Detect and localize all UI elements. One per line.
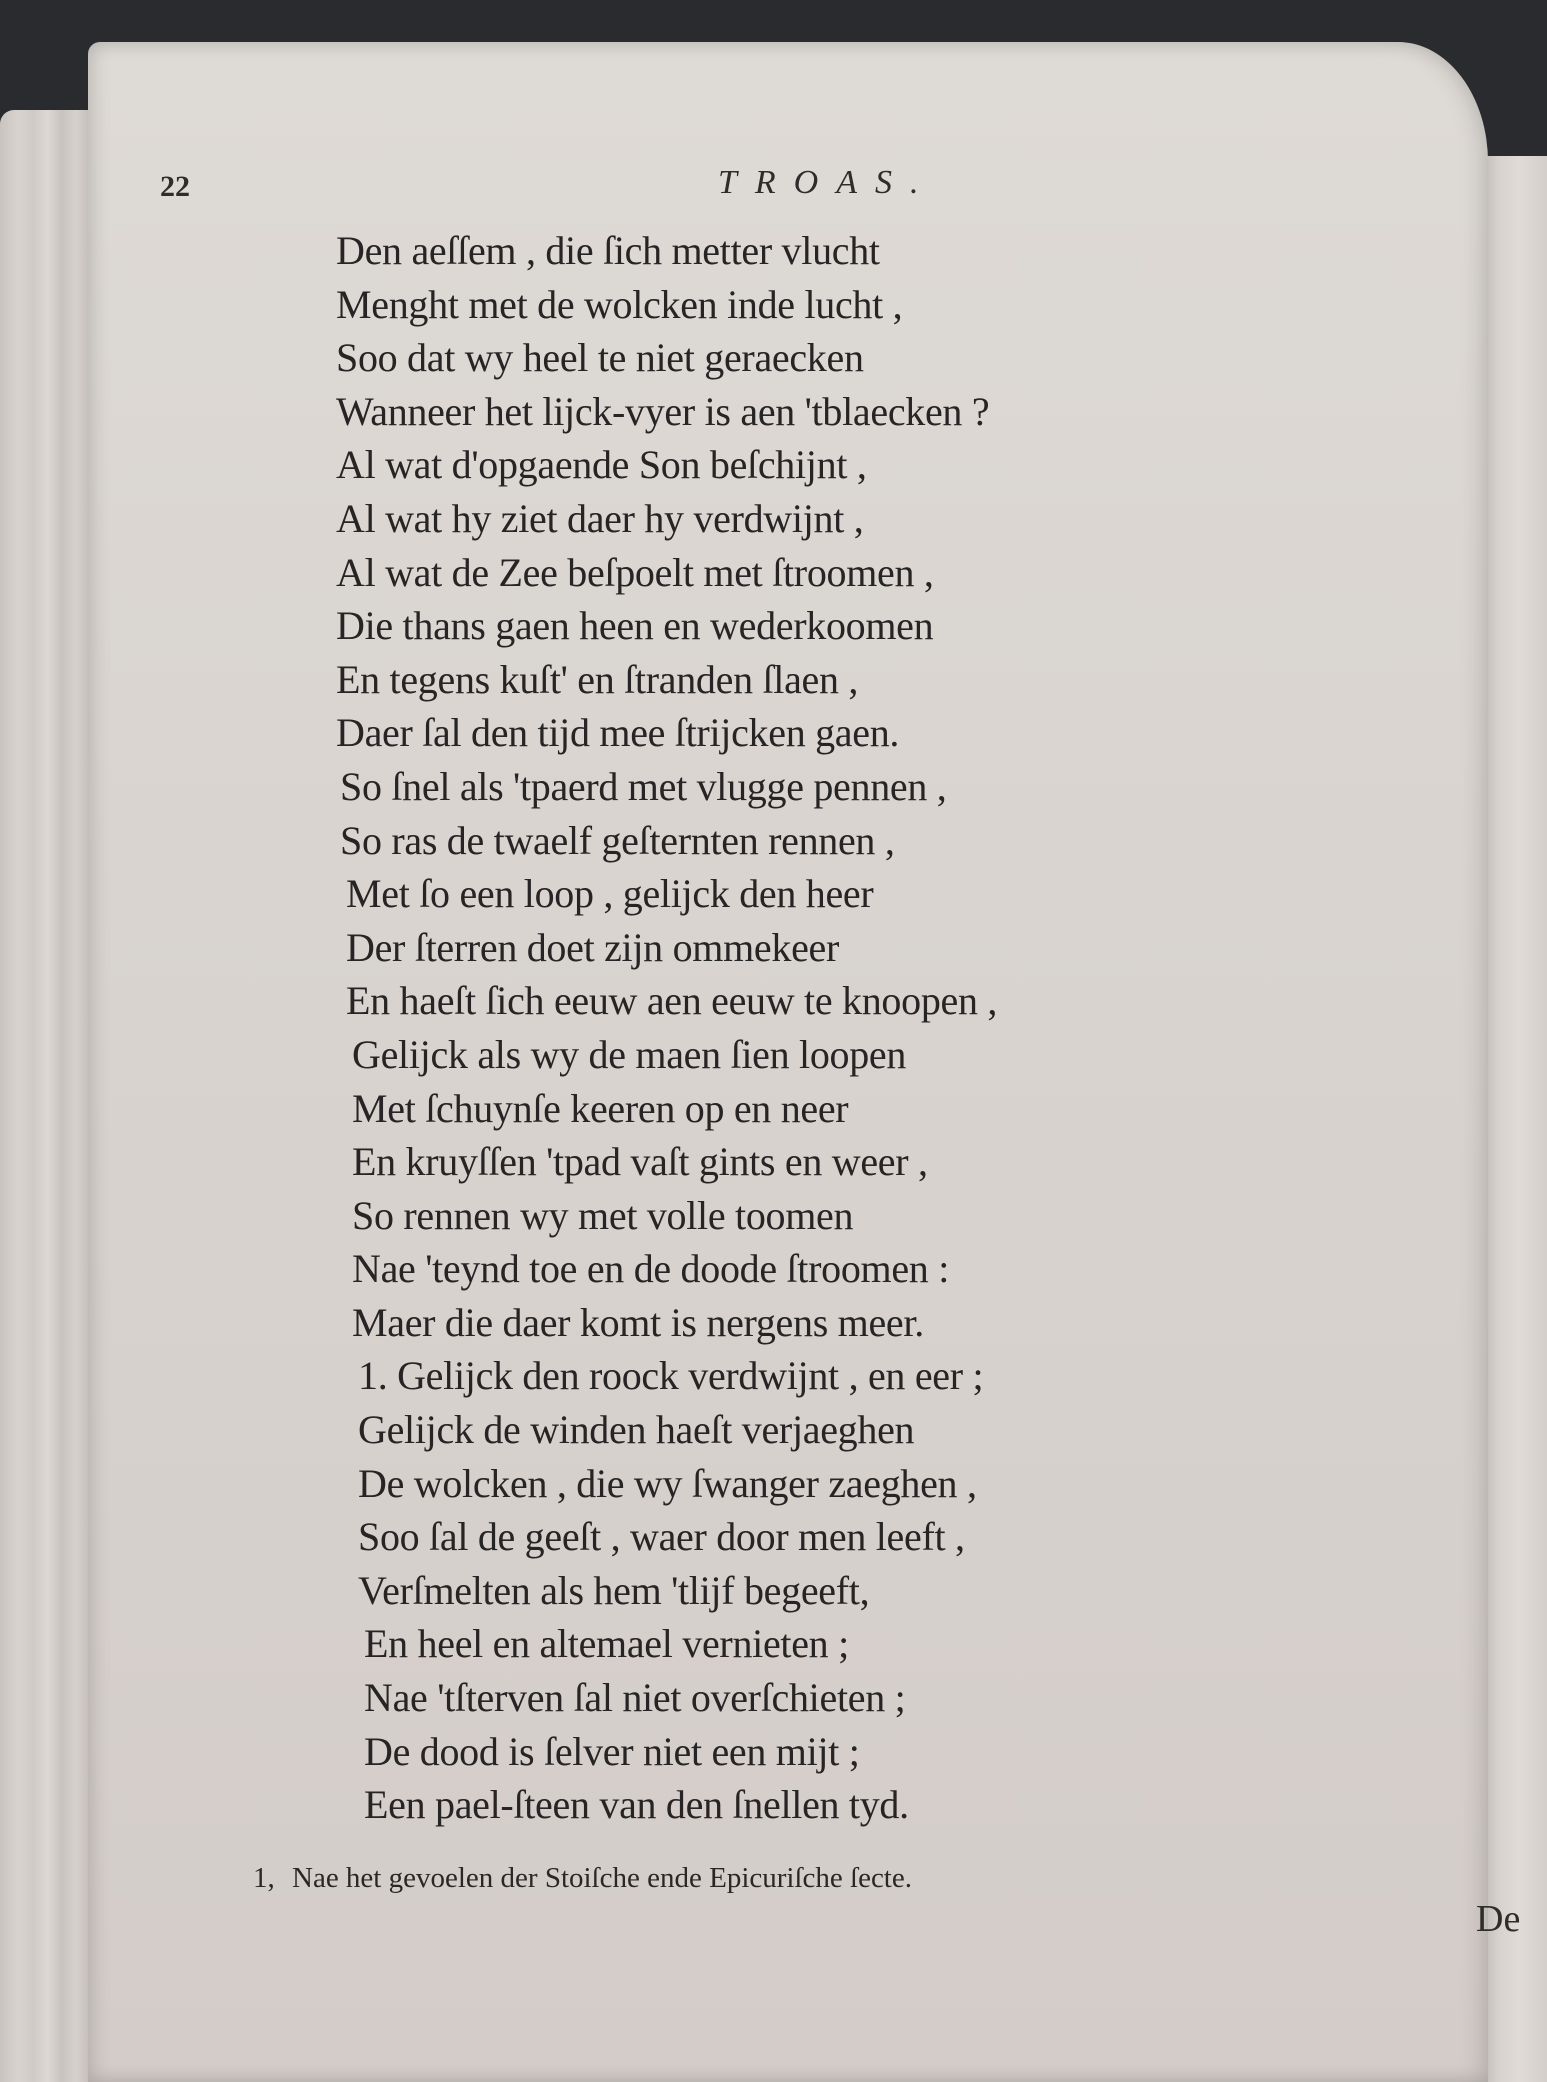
running-head (88, 160, 1488, 210)
verse-line: Al wat d'opgaende Son beſchijnt , (336, 442, 867, 488)
verse-line: De dood is ſelver niet een mijt ; (364, 1728, 860, 1774)
verse-line: Menght met de wolcken inde lucht , (336, 281, 903, 327)
verse-line: Een pael-ſteen van den ſnellen tyd. (364, 1782, 909, 1828)
verse-line: En haeſt ſich eeuw aen eeuw te knoopen , (346, 978, 998, 1024)
verse-line: Met ſo een loop , gelijck den heer (346, 871, 874, 917)
verse-line: Maer die daer komt is nergens meer. (352, 1299, 924, 1345)
verse-line: En heel en altemael vernieten ; (364, 1621, 849, 1667)
verse-line: Verſmelten als hem 'tlijf begeeft, (358, 1567, 870, 1613)
verse-line: Al wat de Zee beſpoelt met ſtroomen , (336, 549, 934, 595)
verse-line: Met ſchuynſe keeren op en neer (352, 1085, 849, 1131)
verse-line: Gelijck als wy de maen ſien loopen (352, 1031, 907, 1077)
book-page (88, 42, 1521, 2082)
verse-block (336, 224, 1336, 1832)
next-page-edge (1478, 156, 1547, 2082)
verse-line: Wanneer het lijck-vyer is aen 'tblaecken ? (336, 388, 990, 434)
page-number: 22 (160, 170, 190, 203)
verse-line: Nae 'tſterven ſal niet overſchieten ; (364, 1675, 906, 1721)
page-edges-left (0, 110, 95, 2082)
footnote-text: Nae het gevoelen der Stoiſche ende Epicuriſche ſecte. (292, 1862, 912, 1894)
verse-line: De wolcken , die wy ſwanger zaeghen , (358, 1460, 977, 1506)
verse-line: Daer ſal den tijd mee ſtrijcken gaen. (336, 710, 900, 756)
verse-line-footnoted: 1. Gelijck den roock verdwijnt , en eer ; (358, 1353, 984, 1399)
verse-line: En kruyſſen 'tpad vaſt gints en weer , (352, 1139, 928, 1185)
verse-line: Den aeſſem , die ſich metter vlucht (336, 228, 880, 273)
verse-line: En tegens kuſt' en ſtranden ſlaen , (336, 656, 859, 702)
verse-line: Soo ſal de geeſt , waer door men leeft , (358, 1514, 965, 1560)
catchword: De (1476, 1898, 1521, 1940)
verse-line: Die thans gaen heen en wederkoomen (336, 603, 934, 649)
footnote (253, 1862, 912, 1895)
footnote-marker: 1, (253, 1862, 275, 1894)
verse-line: So rennen wy met volle toomen (352, 1192, 854, 1238)
verse-line: Gelijck de winden haeſt verjaeghen (358, 1407, 915, 1453)
verse-line: Nae 'teynd toe en de doode ſtroomen : (352, 1246, 950, 1292)
verse-line: Der ſterren doet zijn ommekeer (346, 924, 839, 970)
verse-line: Soo dat wy heel te niet geraecken (336, 335, 864, 381)
verse-line: So ſnel als 'tpaerd met vlugge pennen , (340, 763, 947, 809)
verse-line: Al wat hy ziet daer hy verdwijnt , (336, 495, 864, 541)
running-title: TROAS. (718, 164, 937, 201)
verse-line: So ras de twaelf geſternten rennen , (340, 817, 895, 863)
